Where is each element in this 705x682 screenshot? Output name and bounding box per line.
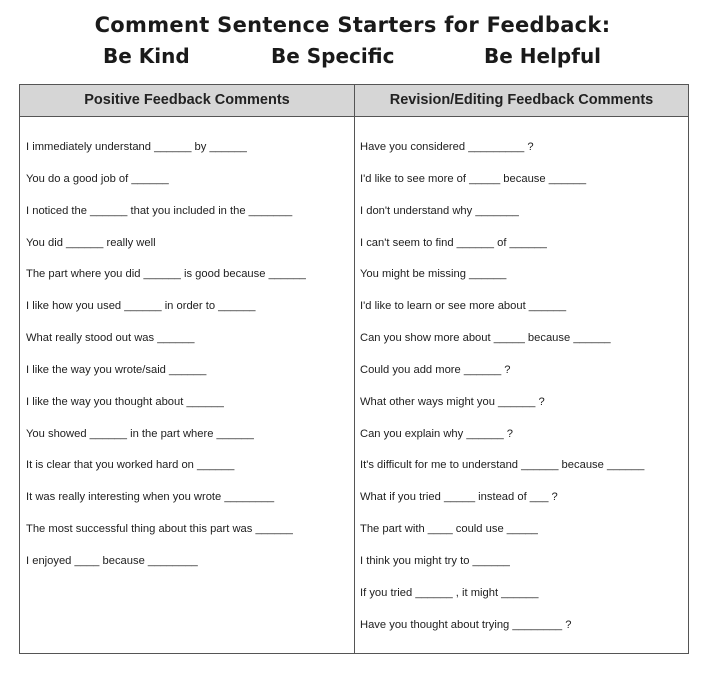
positive-comment-item: I like how you used ______ in order to ______ [26, 300, 256, 313]
revision-comment-item: Have you considered _________ ? [360, 141, 534, 153]
revision-comment-item: I'd like to see more of _____ because ______ [360, 172, 587, 185]
subtitle-be-specific: Be Specific [271, 44, 395, 68]
column-header-positive: Positive Feedback Comments [20, 85, 355, 117]
positive-comment-item: The most successful thing about this part was ______ [26, 523, 293, 536]
revision-comments-list [360, 139, 682, 649]
revision-comment-item: Could you add more ______ ? [360, 363, 511, 376]
positive-comment-item: What really stood out was ______ [26, 332, 195, 345]
positive-comment-item: I noticed the ______ that you included in the _______ [26, 204, 293, 217]
positive-comment-item: You showed ______ in the part where ______ [26, 427, 254, 440]
positive-comment-item: You did ______ really well [26, 236, 156, 249]
revision-comment-item: Can you show more about _____ because ______ [360, 332, 611, 345]
subtitle-row [0, 44, 705, 70]
revision-comment-item: What other ways might you ______ ? [360, 395, 545, 408]
title-block [0, 12, 705, 38]
positive-comment-item: I immediately understand ______ by ______ [26, 141, 247, 153]
column-header-revision: Revision/Editing Feedback Comments [355, 85, 688, 117]
revision-comment-item: You might be missing ______ [360, 268, 507, 281]
revision-comment-item: What if you tried _____ instead of ___ ? [360, 491, 558, 504]
revision-comment-item: Have you thought about trying ________ ? [360, 618, 572, 631]
feedback-table [19, 84, 689, 654]
revision-comment-item: If you tried ______ , it might ______ [360, 586, 539, 599]
subtitle-be-helpful: Be Helpful [484, 44, 602, 68]
revision-comment-item: I'd like to learn or see more about ______ [360, 300, 567, 313]
revision-comment-item: I can't seem to find ______ of ______ [360, 236, 547, 249]
revision-comment-item: The part with ____ could use _____ [360, 523, 538, 536]
page-title: Comment Sentence Starters for Feedback: [94, 13, 611, 37]
positive-comment-item: It is clear that you worked hard on ______ [26, 459, 235, 472]
positive-comment-item: I like the way you wrote/said ______ [26, 363, 207, 376]
revision-comment-item: I think you might try to ______ [360, 554, 510, 567]
positive-comment-item: The part where you did ______ is good because ______ [26, 268, 306, 281]
revision-comment-item: I don't understand why _______ [360, 204, 519, 217]
positive-comment-item: You do a good job of ______ [26, 172, 169, 185]
subtitle-be-kind: Be Kind [103, 44, 190, 68]
positive-comment-item: I like the way you thought about ______ [26, 395, 224, 408]
positive-comment-item: I enjoyed ____ because ________ [26, 554, 198, 567]
positive-comment-item: It was really interesting when you wrote ________ [26, 491, 275, 504]
column-divider [354, 117, 355, 653]
revision-comment-item: Can you explain why ______ ? [360, 427, 514, 440]
positive-comments-list [26, 139, 348, 585]
revision-comment-item: It's difficult for me to understand ______ because ______ [360, 459, 645, 472]
